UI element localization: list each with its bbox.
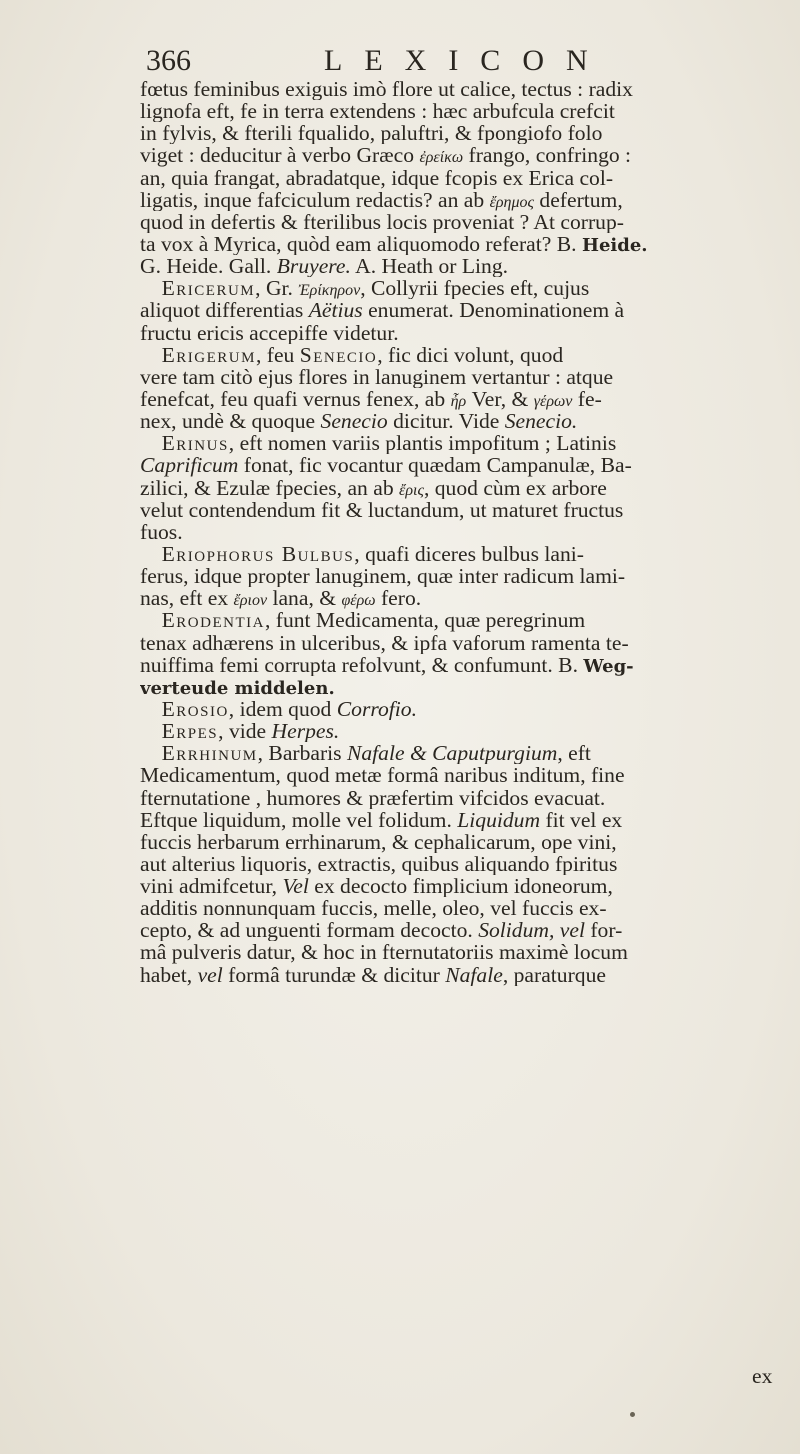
text-line (140, 255, 788, 277)
text-segment (140, 720, 162, 742)
text-segment: quod in defertis & fterilibus locis proveniat ? At corrup- (140, 210, 624, 233)
text-segment: fit vel ex (540, 808, 623, 831)
text-segment (140, 277, 162, 299)
text-segment: for- (584, 919, 623, 942)
text-line (140, 919, 788, 941)
text-segment: ta vox à Myrica, quòd eam aliquomodo referat? B. (140, 232, 582, 256)
text-line (140, 609, 788, 631)
text-segment: nas, eft ex (140, 587, 234, 610)
text-segment: frango, confringo : (463, 144, 632, 167)
text-segment: Vel (282, 875, 309, 898)
text-segment: fœtus feminibus exiguis imò flore ut calice, tectus : radix (140, 78, 633, 101)
text-segment: viget : deducitur à verbo Græco (140, 144, 420, 167)
text-segment: , paraturque (502, 963, 606, 986)
text-segment (140, 742, 162, 764)
text-line (140, 897, 788, 919)
text-segment: Solidum, vel (478, 919, 585, 942)
text-segment: zilici, & Ezulæ fpecies, an ab (140, 476, 400, 499)
text-line (140, 632, 788, 654)
text-segment: fuccis herbarum errhinarum, & cephalicarum, ope vini, (140, 830, 617, 853)
text-segment: defertum, (534, 188, 623, 211)
text-segment: Bruyere. (276, 255, 351, 278)
text-segment: , vide (218, 720, 272, 743)
text-line (140, 78, 788, 100)
text-segment: mâ pulveris datur, & hoc in fternutatoriis maximè locum (140, 941, 628, 964)
text-line (140, 875, 788, 897)
greek-word: Ἐρίκηρον (298, 282, 361, 300)
text-segment: nuiffima femi corrupta refolvunt, & confumunt. B. (140, 653, 584, 676)
text-segment (140, 344, 162, 366)
text-segment: vini admifcetur, (140, 875, 283, 898)
text-segment: Liquidum (457, 808, 541, 831)
text-segment: verteude middelen. (140, 677, 335, 698)
text-line (140, 787, 788, 809)
entry-headword: Senecio (299, 343, 378, 366)
text-segment: , funt Medicamenta, quæ peregrinum (264, 609, 586, 632)
text-segment: in fylvis, & fterili fqualido, paluftri, & fpongiofo folo (140, 122, 603, 145)
text-line (140, 410, 788, 432)
text-segment: Ver, & (466, 387, 534, 411)
text-line (140, 654, 788, 676)
text-segment (140, 609, 162, 631)
greek-word: ἦρ (450, 392, 467, 410)
greek-word: ἔρημος (489, 193, 535, 211)
greek-word: ἔριον (233, 592, 268, 610)
text-line (140, 366, 788, 388)
text-line (140, 233, 788, 255)
text-segment: Nafale (445, 963, 503, 986)
text-segment: Medicamentum, quod metæ formâ naribus inditum, fine (140, 764, 625, 787)
entry-headword: Erigerum (161, 343, 256, 366)
text-segment: , fic dici volunt, quod (377, 343, 564, 366)
text-line (140, 565, 788, 587)
text-line (140, 432, 788, 454)
text-segment: lignofa eft, fe in terra extendens : hæc arbufcula crefcit (140, 100, 615, 123)
text-segment (140, 698, 162, 720)
text-segment: aliquot differentias (140, 299, 309, 322)
text-segment: vel (197, 963, 223, 986)
text-segment: fenefcat, feu quafi vernus fenex, ab (140, 387, 451, 411)
text-line (140, 742, 788, 764)
text-segment: Senecio (320, 410, 388, 433)
text-segment: Caprificum (140, 454, 239, 477)
entry-headword: Eriophorus Bulbus (161, 542, 355, 566)
text-line (140, 676, 788, 698)
text-line (140, 809, 788, 831)
text-line (140, 277, 788, 299)
text-line (140, 499, 788, 521)
text-line (140, 964, 788, 986)
text-segment: G. Heide. Gall. (140, 255, 277, 278)
text-segment: ligatis, inque fafciculum redactis? an ab (140, 188, 490, 211)
text-segment: Senecio. (504, 410, 578, 433)
text-segment: Nafale & Caputpurgium (346, 742, 558, 765)
text-segment: enumerat. Denominationem à (362, 299, 625, 322)
text-line (140, 477, 788, 499)
text-segment: Weg- (583, 655, 634, 676)
page-number: 366 (146, 44, 191, 77)
text-segment: fe- (572, 387, 602, 411)
text-segment: habet, (140, 963, 198, 986)
text-segment: formâ turundæ & dicitur (222, 963, 446, 986)
text-line (140, 941, 788, 963)
text-segment: lana, & (267, 587, 342, 610)
text-segment: Herpes. (271, 720, 340, 743)
text-line (140, 122, 788, 144)
text-segment: ex decocto fimplicium idoneorum, (308, 875, 613, 898)
text-line (140, 299, 788, 321)
entry-headword: Erosio (161, 697, 229, 721)
text-line (140, 764, 788, 786)
text-line (140, 831, 788, 853)
ink-speck (630, 1412, 635, 1417)
text-line (140, 322, 788, 344)
text-segment: , feu (255, 343, 300, 366)
text-segment: an, quia frangat, abradatque, idque fcopis ex Erica col- (140, 166, 614, 189)
text-segment: velut contendendum fit & luctandum, ut maturet fructus (140, 498, 624, 521)
text-segment: Aëtius (308, 299, 363, 322)
text-line (140, 853, 788, 875)
text-line (140, 167, 788, 189)
running-head: LEXICON (324, 44, 610, 77)
text-segment: tenax adhærens in ulceribus, & ipfa vaforum ramenta te- (140, 631, 629, 654)
text-segment: Corrofio. (336, 697, 417, 721)
text-segment: fonat, fic vocantur quædam Campanulæ, Ba- (238, 454, 632, 477)
text-segment: fero. (375, 587, 422, 610)
text-line (140, 720, 788, 742)
text-line (140, 454, 788, 476)
text-line (140, 189, 788, 211)
greek-word: φέρω (341, 592, 376, 610)
text-line (140, 211, 788, 233)
greek-word: γέρων (533, 392, 573, 410)
text-segment: dicitur. Vide (387, 410, 505, 433)
text-line (140, 344, 788, 366)
text-segment: fternutatione , humores & præfertim vifcidos evacuat. (140, 786, 606, 809)
text-segment: aut alterius liquoris, extractis, quibus aliquando fpiritus (140, 852, 618, 876)
entry-headword: Errhinum (161, 742, 258, 765)
entry-headword: Erodentia (161, 609, 265, 632)
text-line (140, 698, 788, 720)
text-segment: Eftque liquidum, molle vel folidum. (140, 808, 458, 831)
text-line (140, 543, 788, 565)
text-segment: additis nonnunquam fuccis, melle, oleo, vel fuccis ex- (140, 897, 607, 920)
text-segment (140, 432, 162, 454)
text-line (140, 587, 788, 609)
text-segment: A. Heath or Ling. (350, 255, 509, 278)
text-segment: nex, undè & quoque (140, 410, 321, 433)
text-segment: fructu ericis accepiffe videtur. (140, 321, 399, 344)
text-line (140, 521, 788, 543)
text-segment: , eft (557, 742, 591, 765)
greek-word: ἔρις (399, 481, 424, 499)
text-segment: ferus, idque propter lanuginem, quæ inter radicum lami- (140, 565, 626, 588)
text-body (140, 78, 788, 986)
entry-headword: Erinus (161, 432, 229, 455)
text-segment: , Collyrii fpecies eft, cujus (360, 277, 590, 300)
greek-word: ἐρείκω (419, 149, 464, 167)
text-segment: fuos. (140, 520, 183, 543)
catchword: ex (752, 1364, 773, 1388)
text-segment: , Gr. (255, 277, 299, 300)
text-segment: Heide. (581, 234, 648, 256)
text-segment: , quod cùm ex arbore (423, 476, 607, 499)
text-segment: cepto, & ad unguenti formam decocto. (140, 919, 479, 942)
text-segment: vere tam citò ejus flores in lanuginem vertantur : atque (140, 365, 614, 388)
text-segment: , Barbaris (257, 742, 347, 765)
text-segment: , quafi diceres bulbus lani- (354, 542, 584, 566)
text-segment (140, 543, 162, 565)
text-line (140, 388, 788, 410)
text-segment: , idem quod (228, 697, 337, 721)
text-line (140, 144, 788, 166)
entry-headword: Erpes (161, 720, 219, 743)
text-segment: , eft nomen variis plantis impofitum ; Latinis (228, 432, 617, 455)
entry-headword: Ericerum (161, 277, 256, 300)
text-line (140, 100, 788, 122)
